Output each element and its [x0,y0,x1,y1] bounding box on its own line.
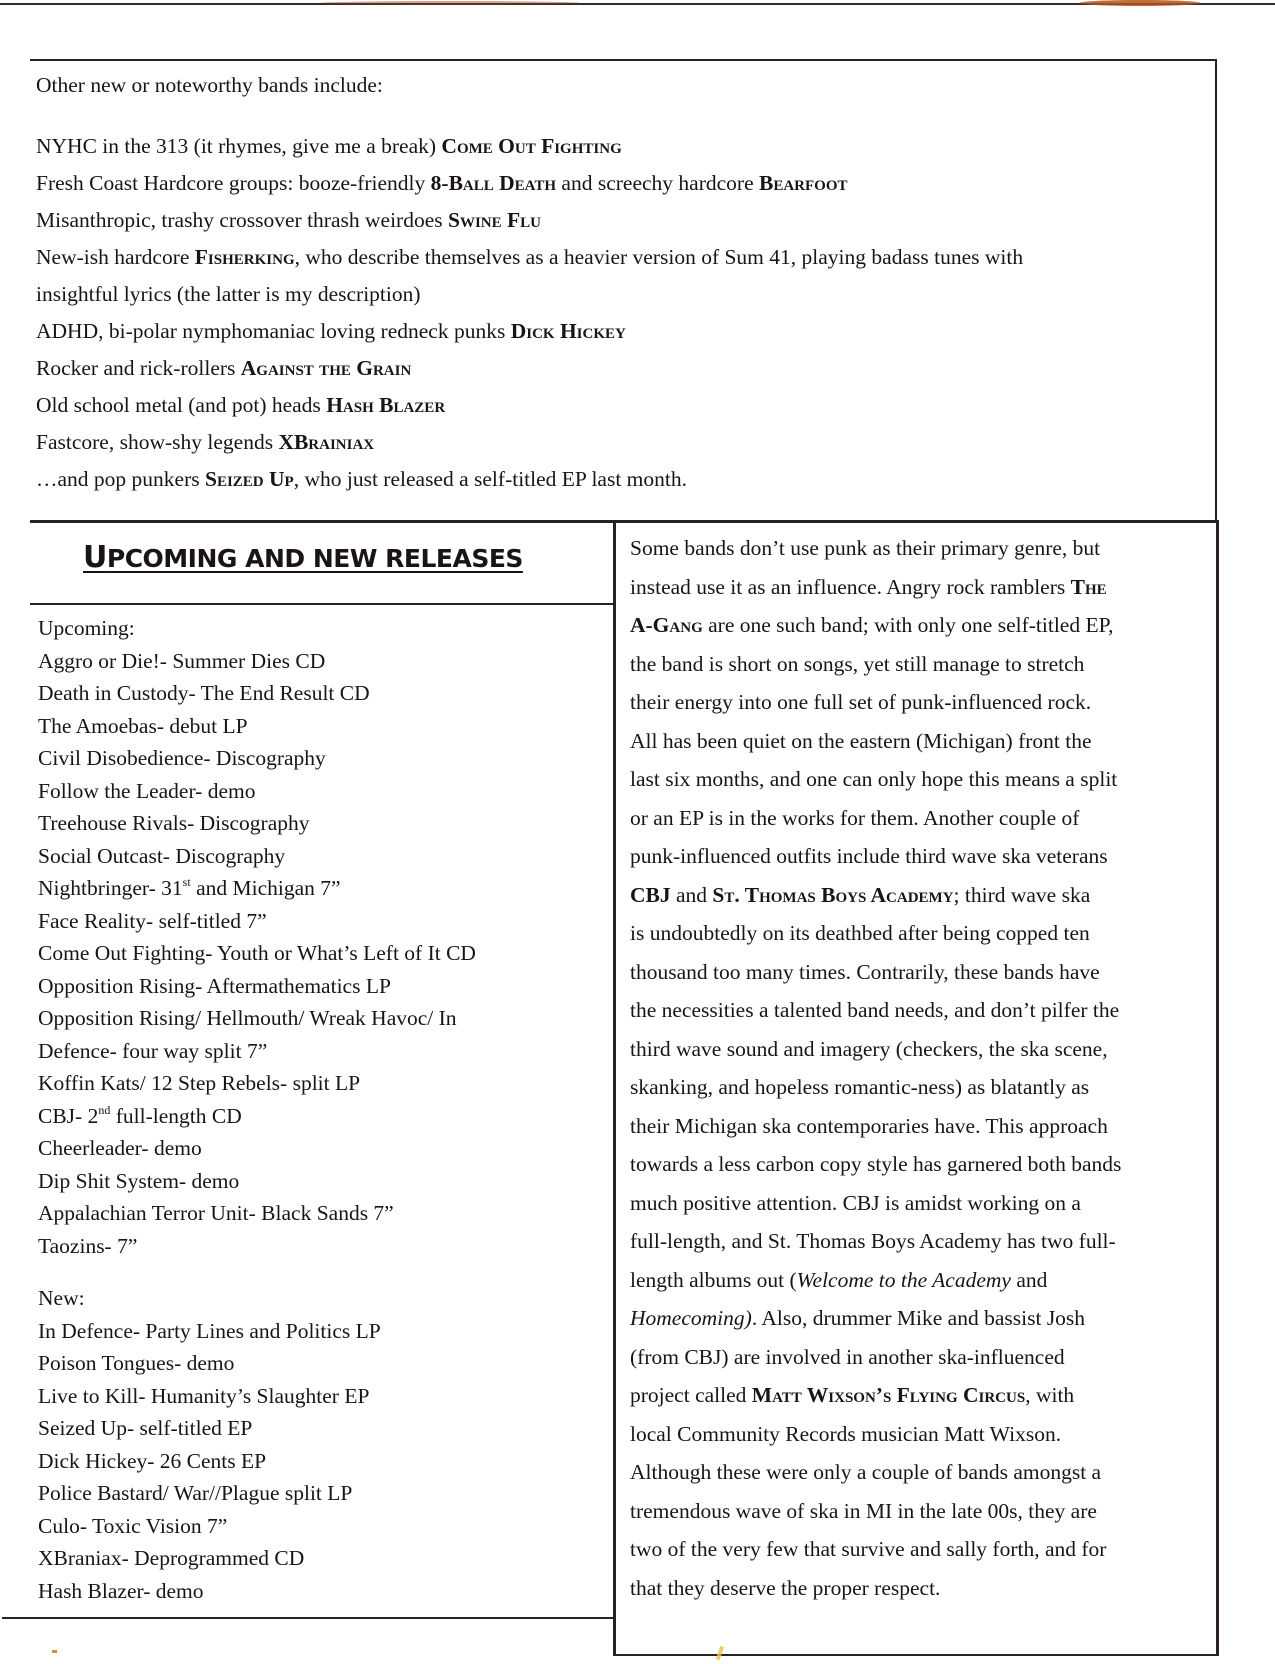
release-text: CBJ- 2 [38,1103,99,1128]
article-text: their Michigan ska contemporaries have. This approach [630,1113,1108,1138]
release-text: Taozins- 7” [38,1233,138,1258]
release-text: Civil Disobedience- Discography [38,746,326,770]
article-line [630,1376,1210,1415]
new-release-item: XBraniax- Deprogrammed CD [38,1546,305,1570]
band-description: ADHD, bi-polar nymphomaniac loving redneck punks [36,319,511,343]
article-text: Some bands don’t use punk as their primary genre, but [630,536,1101,560]
album-title: Homecoming) [630,1306,752,1330]
scan-mark [52,1650,57,1653]
upcoming-release-item [38,1067,476,1100]
upcoming-release-item [38,742,476,775]
article-text: their energy into one full set of punk-influenced rock. [630,690,1092,714]
new-release-item: Police Bastard/ War//Plague split LP [38,1481,353,1505]
article-text: instead use it as an influence. Angry rock ramblers [630,574,1071,599]
article-text: are one such band; with only one self-titled EP, [702,613,1114,637]
band-name: Hash Blazer [326,393,446,417]
article-text: ; third wave ska [953,882,1091,907]
upcoming-release-item [38,1132,476,1165]
article-text: much positive attention. CBJ is amidst working on a [630,1190,1081,1215]
article-line [630,953,1210,992]
release-text: Cheerleader- demo [38,1136,202,1160]
article-line [630,1222,1210,1261]
upcoming-release-item [38,1100,476,1133]
band-name: 8-Ball Death [430,171,557,195]
section-divider [30,520,1219,523]
band-name: Seized Up [205,467,294,491]
article-line [630,1107,1210,1146]
release-text: Nightbringer- 31 [38,876,183,900]
band-description: Rocker and rick-rollers [36,356,241,380]
release-text: and Michigan 7” [190,876,341,900]
upcoming-release-item [38,1002,476,1035]
upcoming-release-item [38,645,476,678]
article-line [630,722,1210,761]
release-text: Opposition Rising- Aftermathematics LP [38,973,391,998]
band-line [36,202,1206,239]
article-line [630,991,1210,1030]
article-text: third wave sound and imagery (checkers, the ska scene, [630,1036,1108,1061]
article-line: tremendous wave of ska in MI in the late 00s, they are [630,1498,1097,1523]
upcoming-release-item [38,710,476,743]
upcoming-release-item [38,677,476,710]
article-text: full-length, and St. Thomas Boys Academy has two full- [630,1229,1116,1253]
article-text: towards a less carbon copy style has garnered both bands [630,1152,1122,1176]
release-text: Face Reality- self-titled 7” [38,908,267,933]
article-text: , with [1025,1383,1075,1407]
new-release-item: Dick Hickey- 26 Cents EP [38,1448,267,1473]
upcoming-release-item [38,840,476,873]
article-line [630,1261,1210,1300]
band-description: and screechy hardcore [556,171,759,195]
release-text: Defence- four way split 7” [38,1038,268,1063]
ordinal-suffix: st [182,875,191,889]
bands-list [36,128,1206,498]
article-text: length albums out ( [630,1267,797,1292]
article-line [630,837,1210,876]
new-release-item: Culo- Toxic Vision 7” [38,1513,228,1538]
upcoming-release-item [38,775,476,808]
band-description: , who describe themselves as a heavier version of Sum 41, playing badass tunes with [294,245,1024,269]
release-text: Opposition Rising/ Hellmouth/ Wreak Havoc/ In [38,1006,457,1030]
scan-mark [716,1646,725,1661]
release-text: Dip Shit System- demo [38,1168,240,1193]
band-description: New-ish hardcore [36,245,195,269]
heading-initial: U [83,540,107,575]
article-text: project called [630,1383,752,1407]
upcoming-release-item [38,970,476,1003]
new-release-item: Poison Tongues- demo [38,1351,235,1375]
band-line [36,387,1206,424]
release-text: Treehouse Rivals- Discography [38,811,310,835]
heading-text: PCOMING AND NEW RELEASES [106,544,523,573]
band-name: Dick Hickey [510,319,626,343]
band-name: Bearfoot [759,171,848,195]
band-description: Misanthropic, trashy crossover thrash weirdoes [36,208,448,232]
article-line [630,645,1210,684]
article-text: and [670,882,713,907]
article-column [630,529,1210,1607]
upcoming-release-item [38,1197,476,1230]
upcoming-release-item [38,1035,476,1068]
upcoming-release-item [38,872,476,905]
band-name: St. Thomas Boys Academy [712,882,954,907]
article-line [630,1068,1210,1107]
band-description: Fresh Coast Hardcore groups: booze-friendly [36,171,431,195]
box-border-bottom-right [613,1654,1219,1656]
band-name: Fisherking [194,245,295,269]
upcoming-label: Upcoming: [38,616,135,640]
release-text: Social Outcast- Discography [38,843,286,868]
band-line [36,239,1206,276]
upcoming-release-item [38,905,476,938]
band-line [36,313,1206,350]
band-line [36,165,1206,202]
band-line [36,128,1206,165]
release-text: Follow the Leader- demo [38,778,256,803]
article-text: the necessities a talented band needs, and don’t pilfer the [630,998,1120,1022]
band-line [36,276,1206,313]
band-description: insightful lyrics (the latter is my description) [36,282,421,306]
heading-divider [30,603,615,605]
article-line [630,1145,1210,1184]
article-text: skanking, and hopeless romantic-ness) as blatantly as [630,1075,1090,1099]
article-line [630,1299,1210,1338]
article-line: that they deserve the proper respect. [630,1575,941,1600]
article-line: local Community Records musician Matt Wixson. [630,1421,1062,1446]
band-description: Fastcore, show-shy legends [36,430,279,454]
article-line [630,914,1210,953]
release-text: full-length CD [110,1103,242,1128]
band-name: Matt Wixson’s Flying Circus [751,1383,1026,1407]
box-border-bottom-left [2,1617,615,1619]
article-text: last six months, and one can only hope this means a split [630,767,1118,791]
column-divider [613,520,616,1656]
article-line: (from CBJ) are involved in another ska-influenced [630,1344,1065,1369]
band-description: Old school metal (and pot) heads [36,393,327,417]
article-line [630,1184,1210,1223]
article-line [630,568,1210,607]
article-line: Although these were only a couple of bands amongst a [630,1460,1102,1484]
band-name: Come Out Fighting [441,134,622,158]
band-line [36,461,1206,498]
upcoming-release-item [38,807,476,840]
article-line [630,683,1210,722]
releases-list [38,612,476,1607]
release-text: Aggro or Die!- Summer Dies CD [38,648,326,673]
release-text: Death in Custody- The End Result CD [38,681,370,705]
article-line [630,606,1210,645]
new-label: New: [38,1286,85,1310]
band-description: …and pop punkers [36,467,205,491]
ordinal-suffix: nd [98,1102,111,1117]
article-line [630,760,1210,799]
article-text: All has been quiet on the eastern (Michigan) front the [630,728,1092,753]
scan-smudge [1080,0,1200,6]
release-text: Koffin Kats/ 12 Step Rebels- split LP [38,1071,361,1095]
article-text: the band is short on songs, yet still manage to stretch [630,651,1085,676]
album-title: Welcome to the Academy [796,1267,1011,1292]
releases-heading [83,540,523,575]
article-text: . Also, drummer Mike and bassist Josh [751,1306,1086,1330]
new-release-item: In Defence- Party Lines and Politics LP [38,1318,381,1343]
article-line [630,799,1210,838]
release-text: The Amoebas- debut LP [38,713,248,738]
new-release-item: Hash Blazer- demo [38,1578,204,1603]
article-text: and [1010,1267,1048,1292]
article-line: two of the very few that survive and sally forth, and for [630,1537,1107,1561]
article-text: is undoubtedly on its deathbed after being copped ten [630,921,1090,945]
article-line [630,529,1210,568]
band-description: , who just released a self-titled EP last month. [293,467,688,491]
upcoming-release-item [38,1230,476,1263]
new-release-item: Seized Up- self-titled EP [38,1416,253,1440]
band-name: A-Gang [630,613,703,637]
release-text: Appalachian Terror Unit- Black Sands 7” [38,1201,394,1225]
article-text: thousand too many times. Contrarily, these bands have [630,959,1100,984]
band-name: CBJ [630,882,671,907]
band-line [36,350,1206,387]
article-text: or an EP is in the works for them. Another couple of [630,805,1080,830]
band-name: Against the Grain [240,356,412,380]
band-name: XBrainiax [278,430,375,454]
article-text: punk-influenced outfits include third wave ska veterans [630,844,1108,868]
release-text: Come Out Fighting- Youth or What’s Left of It CD [38,941,476,965]
article-line [630,1030,1210,1069]
band-line [36,424,1206,461]
scan-smudge [320,1,580,5]
band-name: Swine Flu [448,208,541,232]
spacer [38,1262,476,1282]
new-release-item: Live to Kill- Humanity’s Slaughter EP [38,1383,370,1408]
upcoming-release-item [38,937,476,970]
box-border-right [1216,520,1219,1656]
band-name: The [1070,574,1107,599]
bands-intro: Other new or noteworthy bands include: [36,73,383,97]
upcoming-release-item [38,1165,476,1198]
article-line [630,876,1210,915]
band-description: NYHC in the 313 (it rhymes, give me a break) [36,134,442,158]
